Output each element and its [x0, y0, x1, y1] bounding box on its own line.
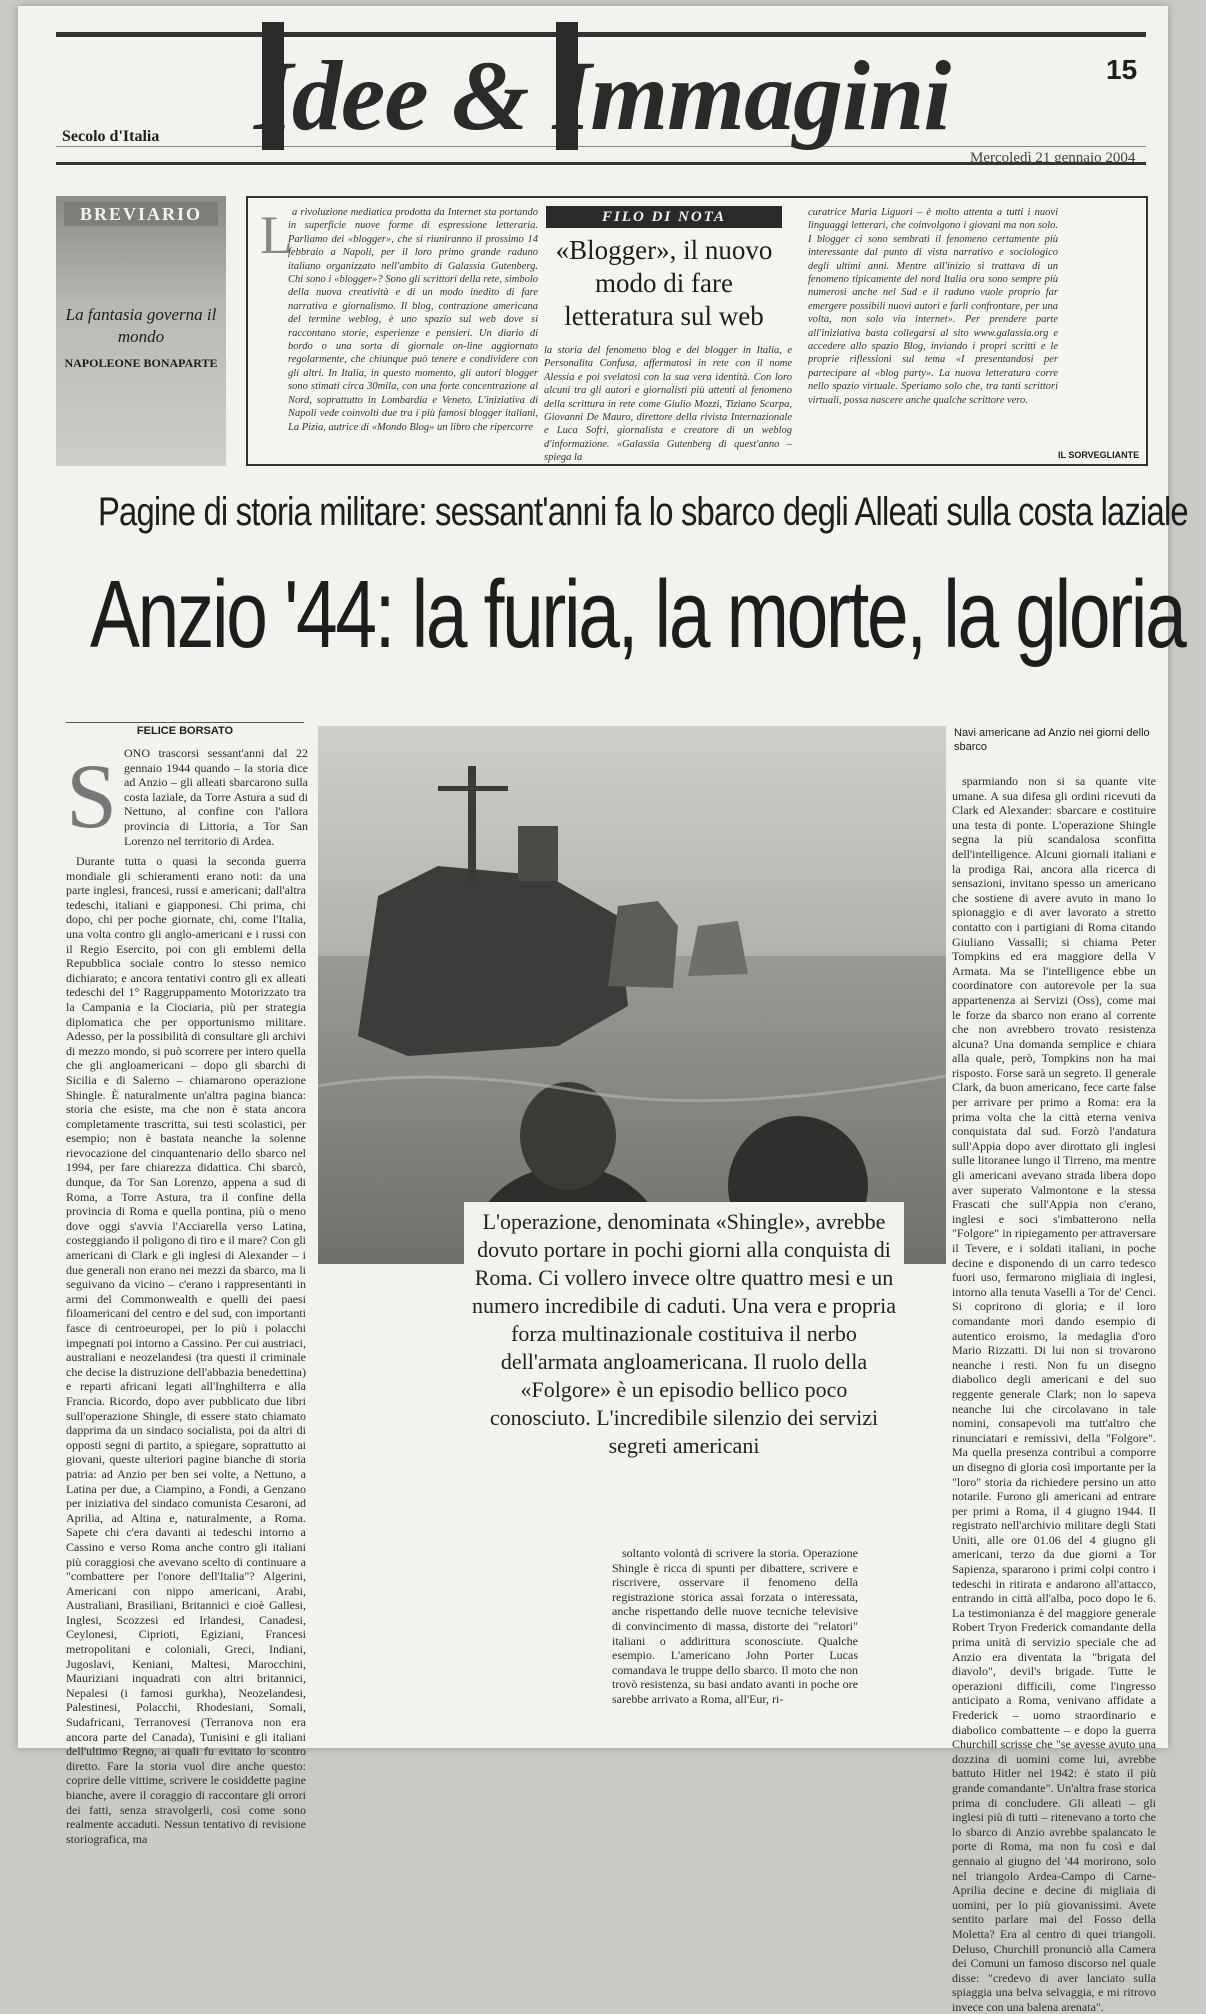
pull-quote: L'operazione, denominata «Shingle», avrebbe dovuto portare in pochi giorni alla conquista di Roma. Ci vollero invece oltre quattro mesi e un numero incredibile di caduti. Una vera e propria forza multinazionale costituiva il nerbo dell'armata angloamericana. Il ruolo della «Folgore» è un episodio bellico poco conosciuto. L'incredibile silenzio dei servizi segreti americani — [472, 1209, 896, 1458]
newspaper-page — [18, 6, 1188, 2014]
paper-name: Secolo d'Italia — [62, 128, 160, 145]
photo-caption: Navi americane ad Anzio nei giorni dello sbarco — [954, 727, 1150, 753]
breviario-label: BREVIARIO — [64, 202, 218, 226]
breviario-box — [56, 196, 226, 466]
issue-date: Mercoledì 21 gennaio 2004 — [970, 150, 1136, 166]
filo-column-3: curatrice Maria Liguori – è molto attenta a tutti i nuovi linguaggi letterari, che coinvolgono i giovani ma non solo. I blogger ci sono sembrati il fenomeno certamente più interessante dal punto di vista narrativo e sociologico degli ultimi anni. Mentre all'inizio si trattava di un fenomeno tipicamente del nord Italia ora sono sempre più numerosi anche nel Sud e il raduno vuole proprio far emergere possibili nuovi autori e farli confrontare, per una volta, non solo via internet». Per prendere parte all'iniziativa basta collegarsi al sito www.galassia.org e accedere allo spazio Blog, inviando i propri scritti e le proprie riflessioni sul tema «I presentandosi per partecipare al «blog party». La nuova letteratura corre nello spazio virtuale. Speriamo solo che, tra tanti scrittori virtuali, possa nascere anche qualche scrittore vero. — [808, 207, 1058, 406]
photo-illustration — [318, 726, 946, 1264]
filo-dropcap: L — [260, 205, 293, 265]
pull-quote-box — [464, 1202, 904, 1538]
filo-title: «Blogger», il nuovo modo di fare letteratura sul web — [555, 235, 773, 331]
landing-ships-photo — [318, 726, 946, 1264]
article-column-left: Durante tutta o quasi la seconda guerra mondiale gli schieramenti erano noti: da una parte inglesi, francesi, russi e americani; dall'altra tedeschi, italiani e giapponesi. Chi prima, chi dopo, chi per poche giornate, chi, come l'Italia, una volta contro gli anglo-americani e i russi con il Regio Esercito, poi con gli emblemi della Repubblica sociale contro lo stesso nemico dichiarato; e ancora tentativi contro gli ex alleati tedeschi del 1° Raggruppamento Motorizzato tra la Campania e la Ciociaria, più per strategia diplomatica che per opportunismo militare. Adesso, per la possibilità di consultare gli archivi di mezzo mondo, si può scorrere per intero quella che gli angloamericani – dopo gli sbarchi di Sicilia e di Salerno – chiamarono operazione Shingle. È naturalmente un'altra pagina bianca: storia che esiste, ma che non è stata ancora completamente trascritta, sui testi scolastici, per esempio; non è bastata neanche la solenne rievocazione del cinquantenario dello sbarco nel 1994, per fare chiarezza didattica. Chi sbarcò, dunque, da Tor San Lorenzo, appena a sud di Roma, a Torre Astura, tra il confine della provincia di Roma e quella pontina, più o meno dove oggi s'avvia l'Acciarella verso Latina, costeggiando il poligono di tiro e il mare? Con gli americani di Clark e gli inglesi di Alexander – i due generali non erano nei mezzi da sbarco, ma li seguivano da vicino – c'erano i rappresentanti in armi del Commonwealth e quelli dei paesi filoamericani del centro e del sud, con importanti fasce di centroeuropei, per lo più i polacchi impegnati poi intorno a Cassino. Per cui austriaci, australiani e neozelandesi (tra questi il criminale che decise la distruzione dell'abbazia benedettina) e reparti africani legati all'Inghilterra e alla Francia. Ricordo, dopo aver pubblicato due libri sull'operazione Shingle, di essere stato chiamato dapprima da un sindaco socialista, poi da altri di opposti segni di partito, a spiegare, soprattutto ai giovani, queste ulteriori pagine bianche di storia patria: ad Anzio per ben sei volte, a Nettuno, a Latina per due, a Ciampino, a Fondi, a Genzano per iniziativa del sindaco comunista Cesaroni, ad Aprilia, ad Altina e, naturalmente, a Roma. Sapete chi c'era davanti ai tedeschi intorno a Cassino e verso Roma anche contro gli italiani più coraggiosi che avevano scelto di continuare a "combattere per l'onore dell'Italia"? Algerini, Americani con nippo americani, Arabi, Australiani, Brasiliani, Britannici e cioè Gallesi, Inglesi, Scozzesi ed Irlandesi, Canadesi, Ceylonesi, Ciprioti, Egiziani, Francesi metropolitani e coloniali, Greci, Indiani, Jugoslavi, Keniani, Maltesi, Marocchini, Mauriziani inquadrati con altri britannici, Nepalesi (i famosi gurkha), Neozelandesi, Palestinesi, Polacchi, Rhodesiani, Somali, Sudafricani, Terranovesi (Terranova non era ancora parte del Canada), Tunisini e gli italiani dell'ultimo Regno, ai quali fu evitato lo scontro diretto. Fare la storia vuol dire anche questo: coprire delle vittime, scrivere le cosiddette pagine bianche, avere il coraggio di raccontare gli orrori dei fatti, senza stravolgerli, così come sono realmente accaduti. Nessun tentativo di revisione storiografica, ma — [66, 854, 306, 1846]
article-column-middle: soltanto volontà di scrivere la storia. Operazione Shingle è ricca di spunti per dibattere, scrivere e riscrivere, osservare il fenomeno della registrazione storica assai forzata o interessata, anche rispettando delle nuove tecniche televisive di convincimento di massa, distorte dei "relatori" italiani o addirittura sconosciute. Qualche esempio. L'americano John Porter Lucas comandava le truppe dello sbarco. Il moto che non trovò resistenza, su basi andato avanti in poche ore sarebbe arrivato a Roma, all'Eur, ri- — [612, 1546, 858, 1706]
article-dropcap: S — [66, 745, 118, 847]
section-title: Idee & Immagini — [254, 40, 951, 151]
filo-column-1: a rivoluzione mediatica prodotta da Internet sta portando in superficie nuove forme di espressione letteraria. Parliamo dei «blogger», che si riuniranno il prossimo 14 febbraio a Napoli, per il loro primo grande raduno italiano organizzato nell'ambito di Galassia Gutenberg. Chi sono i «blogger»? Sono gli scrittori della rete, simbolo della nuova creatività e di un modo inedito di fare narrativa e giornalismo. Il blog, contrazione americana del termine weblog, è uno spazio sul web dove si raccontano storie, esperienze e pensieri. Un diario di bordo o una sorta di giornale on-line aggiornato regolarmente, che chiunque può tenere e condividere con gli altri. In Italia, in questo momento, gli autori blogger sono stimati circa 30mila, con una forte concentrazione al Nord, soprattutto in Lombardia e Veneto. L'iniziativa di Napoli vede coinvolti due tra i più famosi blogger italiani, La Pizia, autrice di «Mondo Blog» un libro che ripercorre — [288, 207, 538, 433]
breviario-quote: La fantasia governa il mondo — [65, 305, 217, 346]
filo-di-nota-label: FILO DI NOTA — [546, 206, 782, 228]
article-lead: ONO trascorsi sessant'anni dal 22 gennaio 1944 quando – la storia dice ad Anzio – gli alleati sbarcarono sulla costa laziale, da Torre Astura a sud di Nettuno, al confine con l'allora provincia di Littoria, a Tor San Lorenzo nel territorio di Ardea. — [124, 746, 308, 848]
filo-signature: IL SORVEGLIANTE — [1058, 450, 1140, 460]
page-number: 15 — [1106, 54, 1138, 85]
filo-column-2: la storia del fenomeno blog e dei blogger in Italia, e Personalita Confusa, affermatosi in rete con il nome Alessia e poi svelatosi con la sua vera identità. Con loro alcuni tra gli autori e giornalisti più attenti al fenomeno della scrittura in rete come Giulio Mozzi, Tiziano Scarpa, Giovanni De Mauro, direttore della rivista Internazionale e Luca Sofri, giornalista e creatore di un weblog d'informazione. «Galassia Gutenberg di quest'anno – spiega la — [544, 345, 792, 464]
article-author: FELICE BORSATO — [66, 722, 304, 739]
article-column-right: sparmiando non si sa quante vite umane. A sua difesa gli ordini ricevuti da Clark ed Alexander: sbarcare e costituire una testa di ponte. L'operazione Shingle segna la più scandalosa sconfitta dell'intelligence. Alcuni giornali italiani e la prodiga Rai, ancora alla ricerca di sensazioni, invitano spesso un americano che sostiene di avere avuto in mano lo spionaggio e di aver lavorato a stretto contatto con i partigiani di Roma citando Giuliano Vassalli; si chiama Peter Tompkins ed era maggiore della V Armata. Ma se l'intelligence ebbe un coordinatore con autorevole per la sua appartenenza ai Servizi (Oss), come mai le forze da sbarco non erano al corrente che non avrebbero trovato resistenza alcuna? Una domanda semplice e chiara alla quale, però, Tompkins non ha mai risposto. Forse sarà un segreto. Il generale Clark, da buon americano, fece carte false per arrivare per primo a Roma: era la prima volta che la città eterna veniva conquistata dal sud. Forzò l'andatura sull'Appia dopo aver dirottato gli inglesi sulle litoranee lungo il Tirreno, ma mentre gli americani avevano strada libera dopo aver superato Valmontone e la stessa Frascati che sull'Appia non c'erano, inglesi e soci s'imbatterono nella "Folgore" in ripiegamento per attraversare il Tevere, e i soldati italiani, in poche decine e disponendo di un carro tedesco fuori uso, fermarono migliaia di inglesi, intorno alla tenuta Vaselli a Tor de' Cenci. Si coprirono di gloria; e il loro comandante morì dando esempio di autentico eroismo, la medaglia d'oro Mario Rizzatti. Di lui non si trovarono neanche i resti. Non fu un disegno diabolico degli americani e del suo reggente generale Clark; non lo sapeva neanche lui che circolavano in tale nomini, consapevoli ma tutt'altro che rinunciatari e remissivi, della "Folgore". Ma quella presenza contribuì a comporre un disegno di gloria così importante per la "loro" storia da richiedere persino un atto notarile. Furono gli americani ad entrare per primi a Roma, il 4 giugno 1944. Il registrato nell'archivio militare degli Stati Uniti, alle ore 01.06 del 4 giugno gli americani, terzo da due giorni a Tor Sapienza, spararono i primi colpi contro i tedeschi in ritirata e andarono all'attacco, entrando in città all'alba, poco dopo le 6. La testimonianza è del maggiore generale Robert Tryon Frederick comandante della prima unità di servizio speciale che ad Anzio era diventata la "brigata del diavolo", devil's brigade. Tutte le operazioni difficili, come l'ingresso anticipato a Roma, venivano affidate a Frederick – uomo straordinario e diabolico combattente – e dopo la guerra Churchill scrisse che "se avesse avuto una dozzina di uomini come lui, avrebbe battuto Hitler nel 1942: è stato il più grande comandante". Un'altra frase storica prima di concludere. Gli alleati – gli inglesi più di tutti – ritenevano a torto che lo sbarco di Anzio avrebbe spalancato le porte di Roma, ma non fu così e dal gennaio al giugno del '44 morirono, solo nel triangolo Ardea-Campo di Carne-Aprilia decine e decine di migliaia di uomini, per lo più giovanissimi. Avete sentito parlare mai del Fosso della Moletta? Era al centro di quei triangoli. Deluso, Churchill pronunciò alla Camera dei Comuni un famoso discorso nel quale disse: "credevo di aver lanciato sulla spiaggia una belva selvaggia, e mi ritrovo invece con una balena arenata". — [952, 774, 1156, 2014]
article-headline: Anzio '44: la furia, la morte, la gloria — [90, 561, 1185, 668]
article-kicker: Pagine di storia militare: sessant'anni fa lo sbarco degli Alleati sulla costa laziale — [98, 490, 1188, 534]
breviario-author: NAPOLEONE BONAPARTE — [64, 356, 218, 370]
